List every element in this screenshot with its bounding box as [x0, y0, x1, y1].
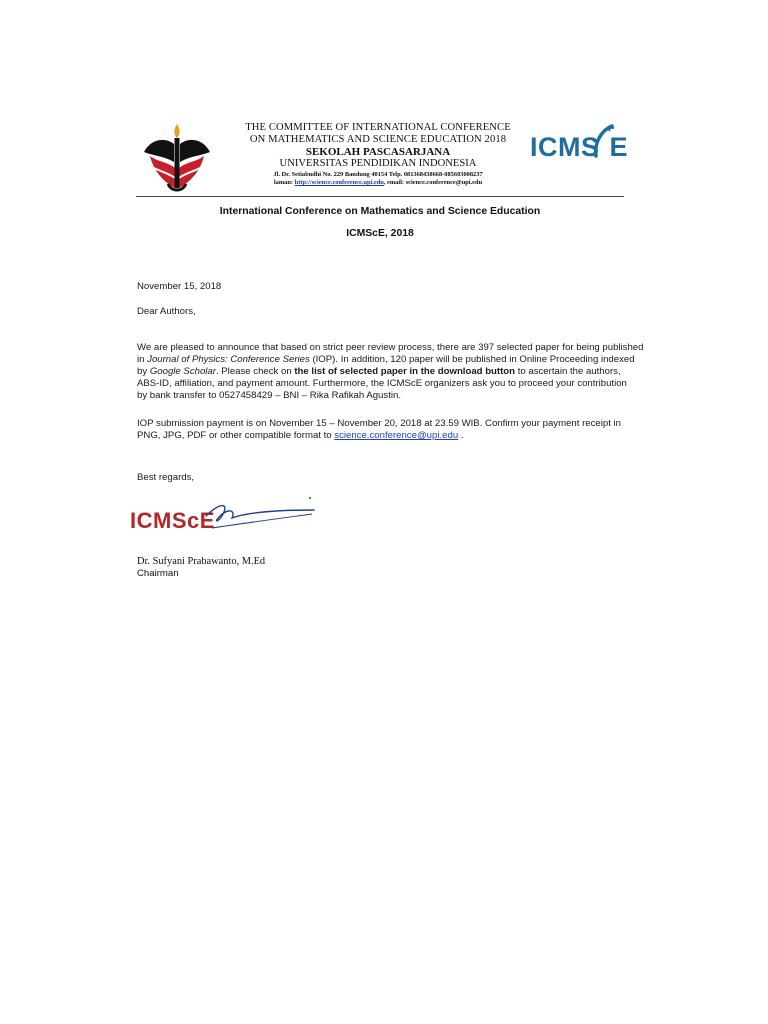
paragraph-payment [137, 418, 625, 442]
icmsce-logo-text: ICMS E [530, 132, 629, 162]
school-name: SEKOLAH PASCASARJANA [305, 146, 451, 158]
para1-line-1: We are pleased to announce that based on strict peer review process, there are 397 selected paper for being published [137, 342, 644, 353]
committee-header [228, 122, 528, 187]
para2-line-1: IOP submission payment is on November 15 – November 20, 2018 at 23.59 WIB. Confirm your payment receipt in [137, 418, 622, 429]
icmsce-logo [530, 124, 629, 164]
address: Jl. Dr. Setiabudhi No. 229 Bandung 40154 Telp. 081368438668-085603008237 [273, 171, 483, 178]
conference-short-name: ICMScE, 2018 [346, 228, 414, 239]
swoosh-icon [588, 122, 618, 160]
laman-label: laman: [273, 179, 295, 186]
contact-email-link[interactable]: science.conference@upi.edu [334, 430, 459, 442]
email-label: , email: [383, 179, 406, 186]
header-email: science.conference@upi.edu [405, 179, 483, 186]
download-instruction: the list of selected paper in the download button [294, 366, 516, 378]
website-link[interactable]: http://science.conference.upi.edu [294, 179, 384, 186]
contact-line [228, 179, 528, 187]
committee-line-1: THE COMMITTEE OF INTERNATIONAL CONFERENCE [245, 122, 511, 133]
para1-line-2: in Journal of Physics: Conference Series (IOP). In addition, 120 paper will be published in Online Proceeding indexed [137, 354, 635, 366]
signature [128, 494, 328, 548]
para2-line-2: PNG, JPG, PDF or other compatible format to science.conference@upi.edu . [137, 430, 464, 442]
signer-title: Chairman [137, 568, 179, 579]
signature-stamp: ICMScE [130, 508, 215, 533]
conference-name: International Conference on Mathematics and Science Education [219, 206, 541, 217]
google-scholar: Google Scholar [149, 366, 216, 378]
para1-line-4: ABS-ID, affiliation, and payment amount. Furthermore, the ICMScE organizers ask you to proceed your contribution [137, 378, 627, 390]
para1-line-5: by bank transfer to 0527458429 – BNI – Rika Rafikah Agustin. [137, 390, 401, 402]
university-name: UNIVERSITAS PENDIDIKAN INDONESIA [279, 158, 477, 169]
signer-name: Dr. Sufyani Prabawanto, M.Ed [137, 556, 266, 567]
para1-line-3: by Google Scholar. Please check on the list of selected paper in the download button to ascertain the authors, [137, 366, 621, 378]
signature-scribble-icon [128, 494, 328, 548]
university-logo-icon [140, 122, 214, 194]
committee-line-2: ON MATHEMATICS AND SCIENCE EDUCATION 2018 [249, 134, 507, 145]
header-divider [136, 196, 624, 197]
letterhead [136, 118, 629, 198]
salutation: Dear Authors, [137, 306, 196, 317]
letter-date: November 15, 2018 [137, 281, 222, 292]
closing: Best regards, [137, 472, 195, 483]
journal-name: Journal of Physics: Conference Series [147, 354, 310, 366]
paragraph-announcement [137, 342, 644, 402]
